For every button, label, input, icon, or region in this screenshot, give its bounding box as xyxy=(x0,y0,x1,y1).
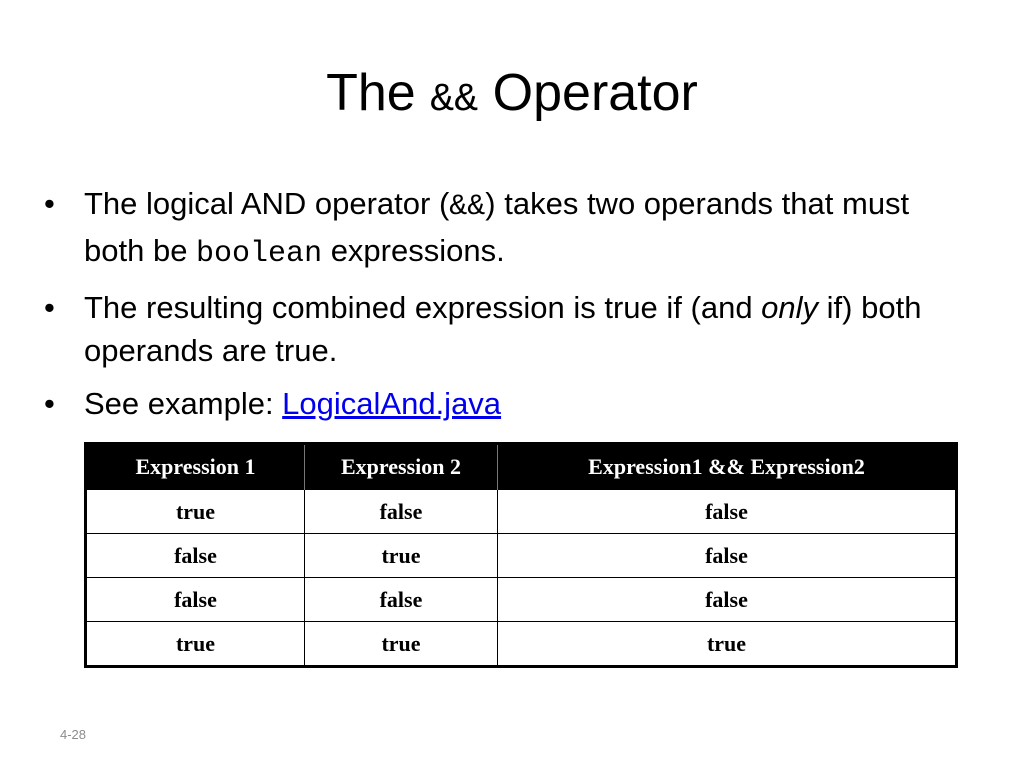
bullet-item-1 xyxy=(42,182,962,276)
table-cell: true xyxy=(86,622,305,667)
truth-table xyxy=(84,442,958,668)
bullet-1-code-operator: && xyxy=(449,190,486,224)
title-prefix: The xyxy=(326,64,431,122)
table-cell: false xyxy=(498,490,957,534)
bullet-2-italic: only xyxy=(761,290,819,325)
bullet-dot-icon: • xyxy=(44,386,55,421)
header-expression-1: Expression 1 xyxy=(86,444,305,490)
table-cell: false xyxy=(86,534,305,578)
table-cell: false xyxy=(305,490,498,534)
table-cell: true xyxy=(498,622,957,667)
table-cell: false xyxy=(498,578,957,622)
table-row xyxy=(86,622,957,667)
table-cell: true xyxy=(305,622,498,667)
bullet-2-text-b: if) both operands are true. xyxy=(84,290,922,368)
bullet-dot-icon: • xyxy=(44,186,55,221)
table-cell: false xyxy=(86,578,305,622)
bullet-3-text: See example: xyxy=(84,386,283,421)
bullet-1-text-b: ) takes two operands that must both be xyxy=(84,186,910,268)
bullet-1-text-c: expressions. xyxy=(322,233,505,268)
bullet-item-3 xyxy=(42,382,962,425)
bullet-list xyxy=(42,182,962,435)
bullet-item-2 xyxy=(42,286,962,372)
header-combined-expression: Expression1 && Expression2 xyxy=(498,444,957,490)
title-suffix: Operator xyxy=(478,64,698,122)
bullet-1-text-a: The logical AND operator ( xyxy=(84,186,450,221)
table-cell: false xyxy=(305,578,498,622)
table-row xyxy=(86,578,957,622)
bullet-dot-icon: • xyxy=(44,290,55,325)
table-cell: true xyxy=(305,534,498,578)
title-operator: && xyxy=(430,78,479,123)
bullet-1-code-boolean: boolean xyxy=(196,237,323,271)
table-cell: true xyxy=(86,490,305,534)
header-expression-2: Expression 2 xyxy=(305,444,498,490)
slide-title xyxy=(0,58,1024,136)
table-row xyxy=(86,490,957,534)
bullet-2-text-a: The resulting combined expression is true if (and xyxy=(84,290,762,325)
table-cell: false xyxy=(498,534,957,578)
table-row xyxy=(86,534,957,578)
slide-number: 4-28 xyxy=(60,727,87,742)
example-link[interactable]: LogicalAnd.java xyxy=(282,386,502,421)
table-header-row xyxy=(86,444,957,490)
